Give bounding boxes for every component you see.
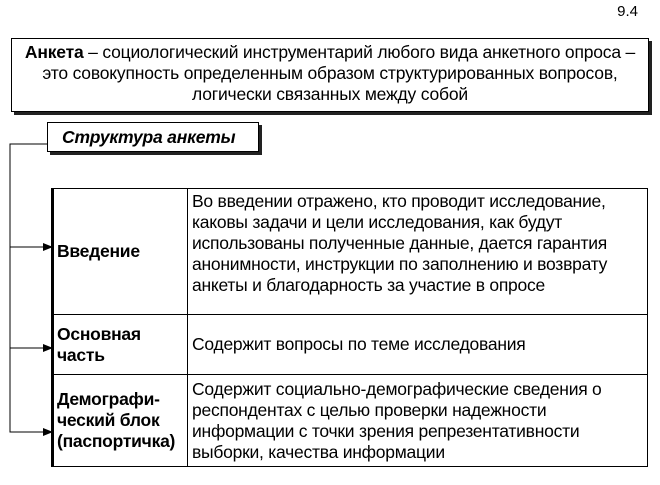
sections-table	[51, 188, 648, 467]
table-row	[53, 375, 648, 467]
table-row	[53, 189, 648, 315]
structure-title: Структура анкеты	[47, 122, 259, 152]
definition-term: Анкета	[24, 42, 84, 62]
section-name-intro: Введение	[53, 189, 188, 315]
definition-box	[11, 38, 649, 112]
definition-text: – социологический инструментарий любого вида анкетного опроса – это совокупность определенным образом структурированных вопросов, логически связанных между собой	[42, 42, 636, 104]
section-desc-demographic: Содержит социально-демографические сведения о респондентах с целью проверки надежности информации с точки зрения репрезентативности выборки, качества информации	[188, 375, 648, 467]
page-number: 9.4	[617, 3, 638, 20]
section-name-demographic: Демографи-ческий блок (паспортичка)	[53, 375, 188, 467]
connector-line-main	[10, 144, 47, 432]
table-row	[53, 315, 648, 375]
section-desc-main: Содержит вопросы по теме исследования	[188, 315, 648, 375]
section-name-main: Основная часть	[53, 315, 188, 375]
section-desc-intro: Во введении отражено, кто проводит исследование, каковы задачи и цели исследования, как будут использованы полученные данные, дается гарантия анонимности, инструкции по заполнению и возврату анкеты и благодарность за участие в опросе	[188, 189, 648, 315]
